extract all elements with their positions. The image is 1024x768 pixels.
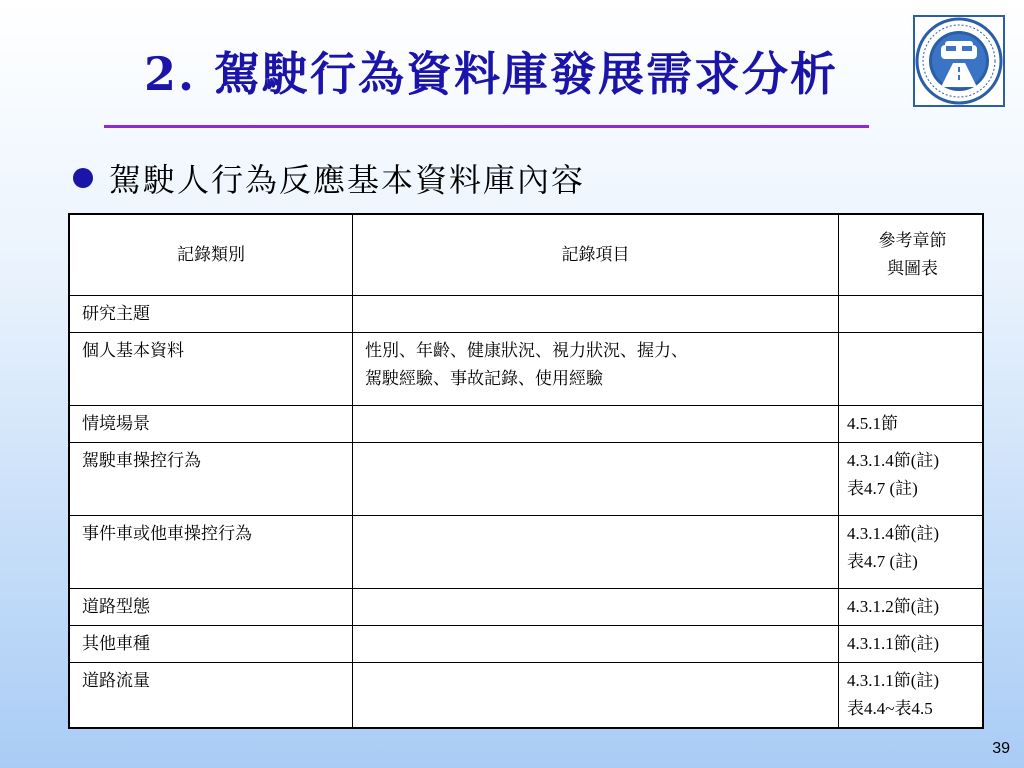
row-reference: 4.3.1.1節(註) [839, 626, 984, 663]
row-items [353, 296, 839, 333]
bullet-text: 駕駛人行為反應基本資料庫內容 [109, 161, 586, 199]
row-items [353, 516, 839, 589]
row-items: 性別、年齡、健康狀況、視力狀況、握力、 駕駛經驗、事故記錄、使用經驗 [353, 333, 839, 406]
table-row [69, 589, 983, 626]
table-row [69, 296, 983, 333]
row-items [353, 589, 839, 626]
bullet-icon [73, 168, 93, 188]
table-row [69, 516, 983, 589]
record-table [68, 213, 984, 729]
table-row [69, 626, 983, 663]
row-category: 其他車種 [69, 626, 353, 663]
row-items [353, 626, 839, 663]
row-category: 道路型態 [69, 589, 353, 626]
header-reference [839, 214, 984, 296]
row-reference: 4.3.1.4節(註) 表4.7 (註) [839, 443, 984, 516]
row-reference: 4.3.1.2節(註) [839, 589, 984, 626]
row-category: 研究主題 [69, 296, 353, 333]
header-items: 記錄項目 [353, 214, 839, 296]
row-items [353, 443, 839, 516]
row-reference [839, 333, 984, 406]
row-category: 個人基本資料 [69, 333, 353, 406]
row-category: 情境場景 [69, 406, 353, 443]
row-category: 道路流量 [69, 663, 353, 729]
row-reference [839, 296, 984, 333]
row-reference: 4.3.1.4節(註) 表4.7 (註) [839, 516, 984, 589]
row-items [353, 406, 839, 443]
table-row [69, 663, 983, 729]
header-reference-line1: 參考章節 [878, 231, 947, 251]
table-row [69, 443, 983, 516]
table-row [69, 333, 983, 406]
bullet-item [73, 153, 585, 203]
slide-title: 2. 駕駛行為資料庫發展需求分析 [144, 47, 839, 101]
table-header-row [69, 214, 983, 296]
row-category: 事件車或他車操控行為 [69, 516, 353, 589]
page-number: 39 [992, 740, 1010, 757]
table-row [69, 406, 983, 443]
row-items [353, 663, 839, 729]
organization-seal-logo [913, 15, 1005, 107]
header-reference-line2: 與圖表 [887, 259, 938, 279]
row-category: 駕駛車操控行為 [69, 443, 353, 516]
header-category: 記錄類別 [69, 214, 353, 296]
title-underline [104, 125, 869, 128]
row-reference: 4.5.1節 [839, 406, 984, 443]
row-reference: 4.3.1.1節(註) 表4.4~表4.5 [839, 663, 984, 729]
